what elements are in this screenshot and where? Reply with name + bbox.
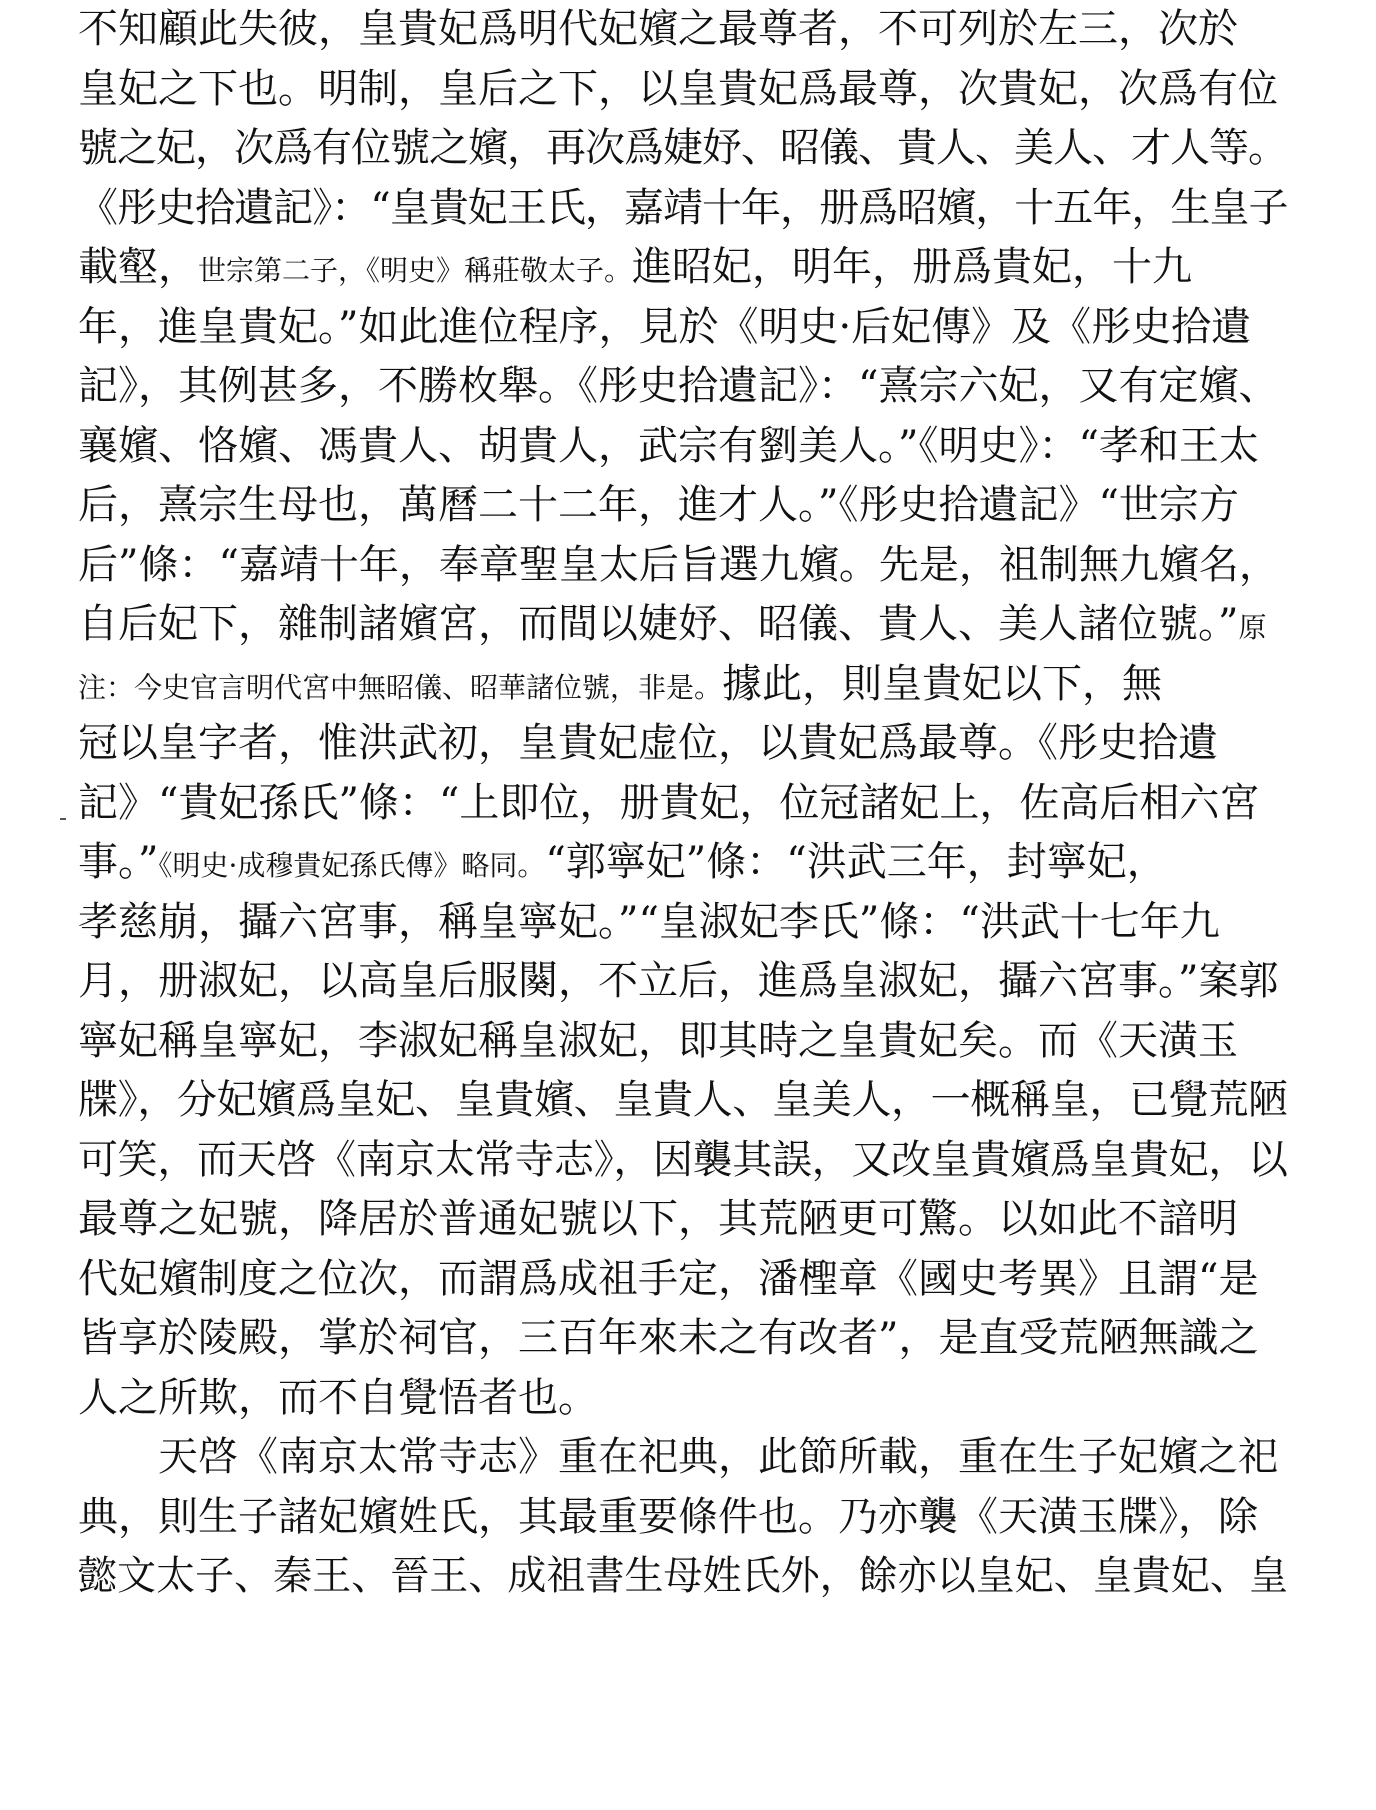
text-segment: 號之妃，次爲有位號之嬪，再次爲婕妤、昭儀、貴人、美人、才人等。	[78, 125, 1287, 171]
text-segment: 襄嬪、恪嬪、馮貴人、胡貴人，武宗有劉美人。”《明史》：“孝和王太	[78, 422, 1259, 469]
text-line	[78, 119, 1288, 179]
text-line	[78, 60, 1288, 120]
text-line	[78, 714, 1288, 774]
inline-note: 世宗第二子，《明史》稱莊敬太子。	[198, 254, 633, 287]
text-line	[78, 1190, 1288, 1250]
text-line	[78, 1547, 1288, 1607]
text-segment: 年，進皇貴妃。”如此進位程序，見於《明史·后妃傳》及《彤史拾遺	[78, 303, 1252, 350]
text-segment: 天啓《南京太常寺志》重在祀典，此節所載，重在生子妃嬪之祀	[158, 1434, 1278, 1480]
text-line	[78, 1012, 1288, 1072]
inline-note: 原	[1238, 611, 1267, 644]
text-segment: 不知顧此失彼，皇貴妃爲明代妃嬪之最尊者，不可列於左三，次於	[78, 6, 1238, 52]
text-segment: 事。”	[78, 839, 159, 885]
text-line	[78, 833, 1288, 893]
text-segment: 自后妃下，雜制諸嬪宮，而間以婕妤、昭儀、貴人、美人諸位號。”	[78, 601, 1239, 647]
text-segment: 寧妃稱皇寧妃，李淑妃稱皇淑妃，即其時之皇貴妃矣。而《天潢玉	[78, 1017, 1238, 1064]
text-line	[78, 179, 1288, 239]
text-segment: 最尊之妃號，降居於普通妃號以下，其荒陋更可驚。以如此不諳明	[78, 1196, 1238, 1242]
text-segment: 人之所欺，而不自覺悟者也。	[78, 1374, 598, 1421]
text-segment: 記》，其例甚多，不勝枚舉。《彤史拾遺記》：“熹宗六妃，又有定嬪、	[78, 363, 1279, 409]
document-page	[78, 0, 1288, 1607]
text-segment: 載壑，	[78, 244, 198, 290]
text-segment: 進昭妃，明年，册爲貴妃，十九	[632, 244, 1193, 290]
text-segment: 可笑，而天啓《南京太常寺志》，因襲其誤，又改皇貴嬪爲皇貴妃，以	[78, 1136, 1288, 1183]
text-line	[78, 238, 1288, 298]
document-body	[78, 0, 1288, 1607]
paragraph	[78, 0, 1288, 1428]
text-line	[78, 893, 1288, 953]
text-segment: 后，熹宗生母也，萬曆二十二年，進才人。”《彤史拾遺記》“世宗方	[78, 482, 1239, 528]
text-segment: 冠以皇字者，惟洪武初，皇貴妃虚位，以貴妃爲最尊。《彤史拾遺	[78, 720, 1218, 766]
text-segment: 《彤史拾遺記》：“皇貴妃王氏，嘉靖十年，册爲昭嬪，十五年，生皇子	[78, 184, 1288, 231]
text-line	[78, 357, 1288, 417]
text-line	[78, 595, 1288, 655]
text-line	[78, 774, 1288, 834]
text-segment: 牒》，分妃嬪爲皇妃、皇貴嬪、皇貴人、皇美人，一概稱皇，已覺荒陋	[78, 1077, 1288, 1123]
text-segment: 懿文太子、秦王、晉王、成祖書生母姓氏外，餘亦以皇妃、皇貴妃、皇	[78, 1553, 1288, 1599]
margin-mark	[60, 818, 66, 820]
text-segment: 記》“貴妃孫氏”條：“上即位，册貴妃，位冠諸妃上，佐高后相六宮	[78, 779, 1260, 826]
text-segment: 后”條：“嘉靖十年，奉章聖皇太后旨選九嬪。先是，祖制無九嬪名，	[78, 541, 1279, 588]
text-segment: 據此，則皇貴妃以下，無	[722, 660, 1163, 707]
text-segment: 代妃嬪制度之位次，而謂爲成祖手定，潘檉章《國史考異》且謂“是	[78, 1255, 1259, 1302]
text-line	[78, 1131, 1288, 1191]
text-line	[78, 0, 1288, 60]
text-line	[78, 1071, 1288, 1131]
text-line	[78, 298, 1288, 358]
text-segment: 皇妃之下也。明制，皇后之下，以皇貴妃爲最尊，次貴妃，次爲有位	[78, 65, 1278, 112]
inline-note: 《明史·成穆貴妃孫氏傳》略同。	[158, 849, 546, 882]
paragraph	[78, 1428, 1288, 1607]
text-line	[78, 952, 1288, 1012]
inline-note: 注：今史官言明代宮中無昭儀、昭華諸位號，非是。	[78, 670, 723, 704]
text-line	[78, 1369, 1288, 1429]
text-line	[78, 1488, 1288, 1548]
text-line	[78, 655, 1288, 715]
text-segment: 孝慈崩，攝六宮事，稱皇寧妃。”“皇淑妃李氏”條：“洪武十七年九	[78, 898, 1220, 945]
text-line	[78, 536, 1288, 596]
text-line	[78, 1428, 1288, 1488]
text-segment: “郭寧妃”條：“洪武三年，封寧妃，	[545, 839, 1167, 885]
text-line	[78, 1309, 1288, 1369]
text-line	[78, 417, 1288, 477]
text-segment: 月，册淑妃，以高皇后服闋，不立后，進爲皇淑妃，攝六宮事。”案郭	[78, 958, 1279, 1004]
text-segment: 皆享於陵殿，掌於祠官，三百年來未之有改者”，是直受荒陋無識之	[78, 1315, 1259, 1361]
text-segment: 典，則生子諸妃嬪姓氏，其最重要條件也。乃亦襲《天潢玉牒》，除	[78, 1493, 1258, 1540]
text-line	[78, 1250, 1288, 1310]
text-line	[78, 476, 1288, 536]
